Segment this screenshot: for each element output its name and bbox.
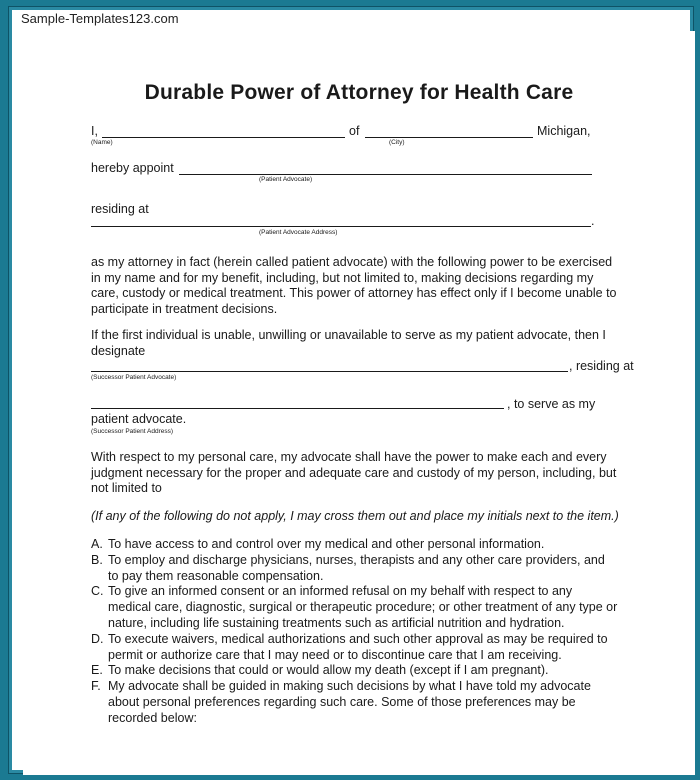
- name-prefix: I,: [91, 124, 98, 138]
- list-item: A. To have access to and control over my medical and other personal information.: [91, 537, 545, 551]
- document-page: [23, 31, 695, 775]
- city-field[interactable]: [365, 137, 533, 138]
- document-title: Durable Power of Attorney for Health Care: [144, 81, 574, 104]
- appoint-label: hereby appoint: [91, 161, 174, 175]
- advocate-address-caption: (Patient Advocate Address): [259, 229, 338, 236]
- name-caption: (Name): [91, 139, 113, 146]
- document-frame: [8, 6, 694, 774]
- of-label: of: [349, 124, 360, 138]
- advocate-address-field[interactable]: [91, 226, 591, 227]
- name-field[interactable]: [102, 137, 345, 138]
- address-end: .: [591, 214, 595, 228]
- paragraph-personal-care: With respect to my personal care, my advocate shall have the power to make each and every judgment necessary for the proper and adequate care and custody of my person, including, but not limited to: [91, 450, 617, 495]
- list-item: F. My advocate shall be guided in making such decisions by what I have told my advocate about personal preferences regarding such care. Some of those preferences may be recorded below:: [91, 679, 591, 725]
- successor-address-caption: (Successor Patient Address): [91, 428, 174, 435]
- list-item: B. To employ and discharge physicians, nurses, therapists and any other care providers, and to pay them reasonable compensation.: [91, 552, 605, 583]
- instruction-note: (If any of the following do not apply, I may cross them out and place my initials next to the item.): [91, 509, 619, 523]
- watermark-text: Sample-Templates123.com: [21, 11, 179, 26]
- serve-label: , to serve as my: [507, 397, 596, 411]
- residing-label: residing at: [91, 202, 149, 216]
- powers-list: [91, 537, 681, 727]
- list-item: E. To make decisions that could or would allow my death (except if I am pregnant).: [91, 663, 549, 678]
- patient-advocate-field[interactable]: [179, 174, 592, 175]
- paragraph-successor: If the first individual is unable, unwilling or unavailable to serve as my patient advocate, then I designate: [91, 328, 606, 358]
- list-item: D. To execute waivers, medical authorizations and such other approval as may be required to permit or authorize care that I may need or to discontinue care that I am receiving.: [91, 631, 608, 662]
- patient-advocate-text: patient advocate.: [91, 412, 187, 426]
- state-label: Michigan,: [537, 124, 591, 138]
- city-caption: (City): [389, 139, 405, 146]
- patient-advocate-caption: (Patient Advocate): [259, 176, 313, 183]
- successor-address-field[interactable]: [91, 408, 504, 409]
- list-item: C. To give an informed consent or an informed refusal on my behalf with respect to any medical care, diagnostic, surgical or therapeutic procedure; or other treatment of any type or nature, including life sustaining treatments such as artificial nutrition and hydration.: [91, 584, 618, 630]
- successor-advocate-caption: (Successor Patient Advocate): [91, 374, 177, 381]
- paragraph-attorney-in-fact: as my attorney in fact (herein called patient advocate) with the following power to be exercised in my name and for my benefit, including, but not limited to, making decisions regarding my care, custody or medical treatment. This power of attorney has effect only if I become unable to participate in treatment decisions.: [91, 255, 617, 316]
- successor-advocate-field[interactable]: [91, 371, 568, 372]
- successor-residing-label: , residing at: [569, 359, 634, 373]
